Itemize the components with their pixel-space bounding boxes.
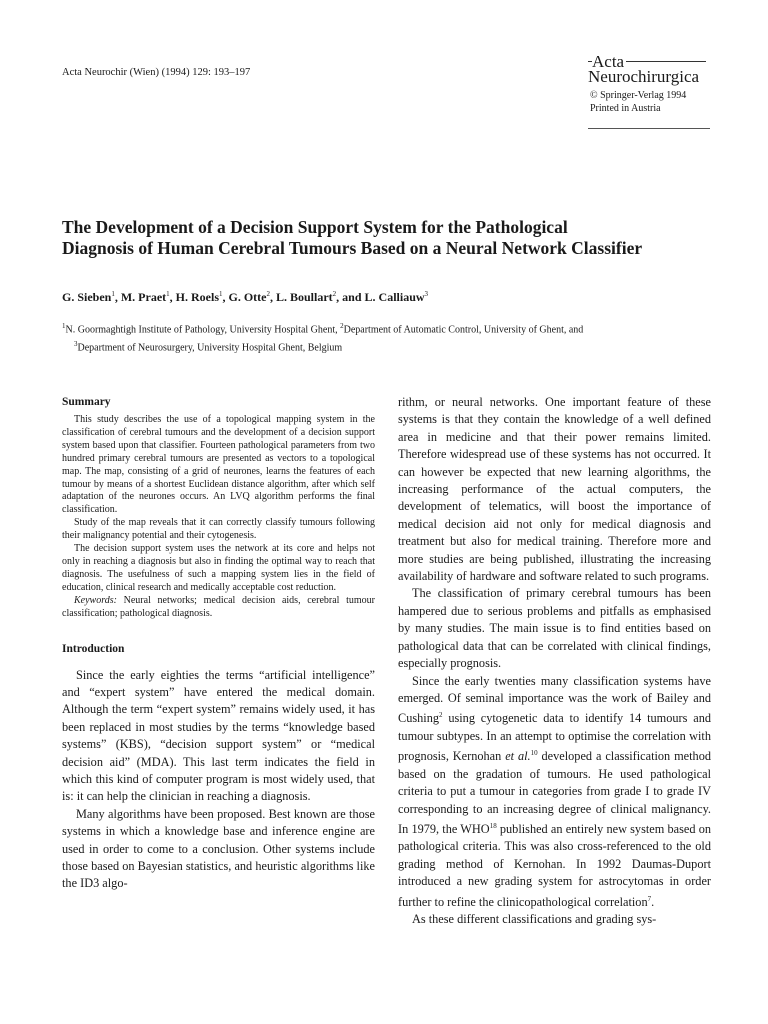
printed-notice: Printed in Austria (590, 103, 661, 114)
author-affiliation-mark: 1 (166, 290, 170, 298)
author-separator: , (222, 290, 229, 304)
summary-paragraph: The decision support system uses the network at its core and helps not only in reaching a diagnosis but also in finding the optimal way to reach that diagnosis. The usefulness of such a mapping system lies in the field of education, clinical research and medically acceptable cost reduction. (62, 543, 375, 593)
article-title: The Development of a Decision Support System for the Pathological Diagnosis of Human Cerebral Tumours Based on a Neural Network Classifier (62, 217, 643, 258)
author-affiliation-mark: 1 (219, 290, 223, 298)
affiliation-line (62, 319, 722, 337)
author-affiliation-mark: 1 (111, 290, 115, 298)
body-paragraph: As these different classifications and grading sys- (412, 912, 657, 927)
author-affiliation-mark: 2 (332, 290, 337, 298)
body-paragraph: The classification of primary cerebral tumours has been hampered due to serious problems and pitfalls as emphasised by many studies. The main issue is to find entities based on pathological data that can be correlated with clinical findings, especially prognosis. (398, 586, 711, 671)
body-paragraph: rithm, or neural networks. One important feature of these systems is that they contain the knowledge of a well defined area in medicine and that their power remains limited. Therefore widespread use of these systems has not occurred. It can however be expected that new learning algorithms, the increasing performance of the actual computers, the development of telematics, will boost the importance of medical decision aid not only for medical diagnosis and treatment but also for medical training. Therefore more and more studies are being published, illustrating the increasing availability of hardware and software related to such programs. (398, 395, 711, 584)
body-paragraph: Since the early twenties many classification systems have emerged. Of seminal importance was the work of Bailey and Cushing$^2$ using cytogenetic data to identify 14 tumours and tumour subtypes. In an attempt to optimise the correlation with prognosis, Kernohan et al.$^{10}$ developed a classification method based on the gradation of tumours. He used pathological criteria to put a tumour in categories from grade I to grade IV corresponding to an increasing degree of clinical malignancy. In 1979, the WHO$^{18}$ published an entirely new system based on pathological criteria. This was also cross-referenced to the old grading method of Kernohan. In 1992 Daumas-Duport introduced a new grading system for astrocytomas in order further to refine the clinicopathological correlation$^7$. (398, 673, 711, 909)
affiliation-text: N. Goormaghtigh Institute of Pathology, University Hospital Ghent, (65, 324, 341, 336)
body-paragraph: Many algorithms have been proposed. Best known are those systems in which a knowledge base and inference engine are used in order to come to a conclusion. Other systems include those based on Bayesian statistics, and heuristic algorithms like the ID3 algo- (62, 806, 375, 891)
summary-body (62, 414, 375, 621)
keywords: Keywords: Neural networks; medical decision aids, cerebral tumour classification; pathological diagnosis. (62, 594, 375, 619)
introduction-body (62, 667, 375, 893)
journal-citation: Acta Neurochir (Wien) (1994) 129: 193–197 (62, 67, 251, 78)
author-name: M. Praet (120, 290, 167, 304)
journal-title-line2: Neurochirurgica (588, 67, 700, 86)
author-separator: , (114, 290, 121, 304)
author-name: G. Sieben (62, 290, 112, 304)
summary-paragraph: Study of the map reveals that it can correctly classify tumours following their malignancy potential and their cytogenesis. (62, 517, 375, 542)
author-name: H. Roels (175, 290, 219, 304)
author-name: L. Boullart (276, 290, 333, 304)
author-separator: , (270, 290, 276, 304)
author-name: G. Otte (228, 290, 267, 304)
header-rule (588, 128, 710, 129)
copyright-notice: © Springer-Verlag 1994 (590, 90, 687, 101)
author-affiliation-mark: 3 (424, 290, 429, 298)
journal-title-line1: Acta (588, 54, 710, 69)
affiliation-line: $^3$Department of Neurosurgery, University Hospital Ghent, Belgium (74, 340, 343, 354)
affiliation-mark: 1 (62, 322, 66, 330)
summary-paragraph: This study describes the use of a topological mapping system in the classification of cerebral tumours and the development of a decision support system based upon that classifier. Fourteen pathological parameters from two hundred primary cerebral tumours are presented as vectors to a topological map. The map, consisting of a grid of neurones, learns the features of each tumour by means of a shortest Euclidean distance algorithm, after which self adaptation of the neurones occurs. An LVQ algorithm performs the final classification. (62, 414, 375, 516)
author-name: L. Calliauw (364, 290, 425, 304)
author-list (62, 290, 712, 305)
author-separator: , (169, 290, 176, 304)
journal-title (588, 54, 710, 84)
author-separator: , and (336, 290, 365, 304)
left-column (62, 396, 375, 893)
summary-heading: Summary (62, 396, 111, 408)
affiliation-mark: 2 (340, 322, 344, 330)
affiliation-text: Department of Automatic Control, University of Ghent, and (343, 324, 584, 336)
body-paragraph: Since the early eighties the terms “artificial intelligence” and “expert system” have entered the medical domain. Although the term “expert system” remains widely used, it has been replaced in most studies by the terms “knowledge based systems” (KBS), “decision support system” or “medical decision aid” (MDA). This last term indicates the field in which this kind of computer program is most widely used, that is: it can help the clinician in reaching a diagnosis. (62, 667, 375, 804)
journal-logo (588, 54, 710, 115)
right-column (398, 394, 711, 929)
introduction-heading: Introduction (62, 642, 125, 655)
affiliations (62, 319, 722, 356)
author-affiliation-mark: 2 (266, 290, 270, 298)
